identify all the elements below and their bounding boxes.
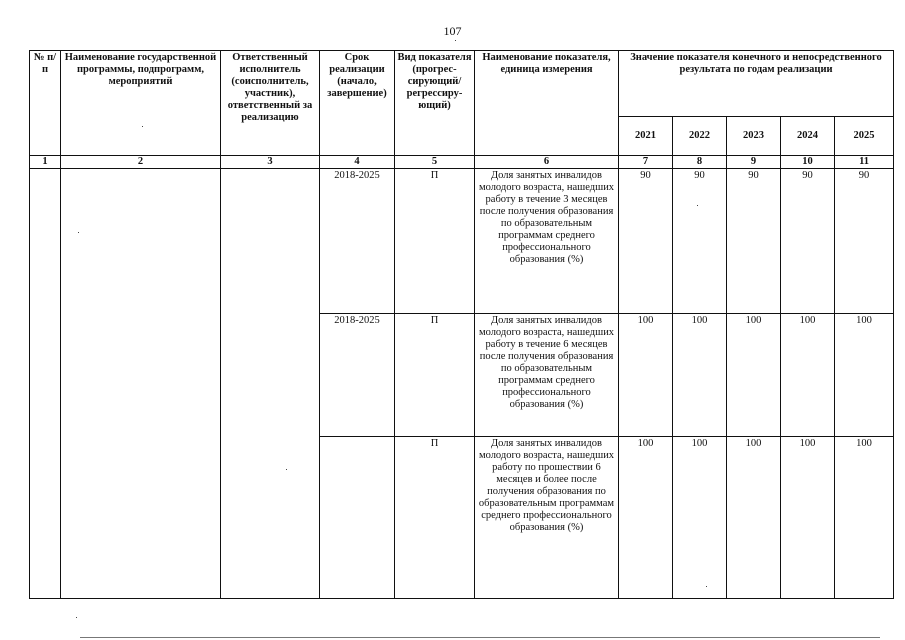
scan-speck: [76, 617, 77, 618]
scan-speck: [142, 126, 143, 127]
header-values-group: Значение показателя конечного и непосредственного результата по годам реализации: [619, 51, 894, 117]
responsible-cell: [221, 169, 320, 599]
value-cell: 100: [835, 314, 894, 437]
header-year: 2025: [835, 117, 894, 156]
header-indicator-type: Вид показателя (прогрес-сирующий/ регрессиру-ющий): [395, 51, 475, 156]
scan-speck: [706, 586, 707, 587]
header-num: № п/п: [30, 51, 61, 156]
indicator-name-cell: Доля занятых инвалидов молодого возраста, нашедших работу в течение 3 месяцев после получения образования по образовательным программам среднего профессионального образования (%): [475, 169, 619, 314]
value-cell: 90: [781, 169, 835, 314]
term-cell: [320, 437, 395, 599]
column-number: 9: [727, 156, 781, 169]
column-number: 11: [835, 156, 894, 169]
indicator-name-cell: Доля занятых инвалидов молодого возраста, нашедших работу по прошествии 6 месяцев и более после получения образования по образовательным программам среднего профессионального образования (%): [475, 437, 619, 599]
value-cell: 100: [619, 437, 673, 599]
value-cell: 100: [835, 437, 894, 599]
scan-speck: [697, 205, 698, 206]
term-cell: 2018-2025: [320, 169, 395, 314]
value-cell: 90: [835, 169, 894, 314]
header-responsible: Ответственный исполнитель (соисполнитель, участник), ответственный за реализацию: [221, 51, 320, 156]
header-program-name: Наименование государственной программы, подпрограмм, мероприятий: [61, 51, 221, 156]
value-cell: 90: [673, 169, 727, 314]
value-cell: 90: [727, 169, 781, 314]
scan-speck: [455, 40, 456, 41]
column-number-row: [30, 156, 894, 169]
column-number: 5: [395, 156, 475, 169]
column-number: 10: [781, 156, 835, 169]
value-cell: 100: [727, 314, 781, 437]
column-number: 6: [475, 156, 619, 169]
header-indicator-name: Наименование показателя, единица измерения: [475, 51, 619, 156]
header-term: Срок реализации (начало, завершение): [320, 51, 395, 156]
column-number: 8: [673, 156, 727, 169]
scan-edge-line: [80, 637, 880, 638]
header-year: 2023: [727, 117, 781, 156]
page-number: 107: [443, 24, 462, 38]
value-cell: 90: [619, 169, 673, 314]
value-cell: 100: [727, 437, 781, 599]
indicator-name-cell: Доля занятых инвалидов молодого возраста, нашедших работу в течение 6 месяцев после получения образования по образовательным программам среднего профессионального образования (%): [475, 314, 619, 437]
column-number: 1: [30, 156, 61, 169]
value-cell: 100: [673, 314, 727, 437]
indicator-type-cell: П: [395, 437, 475, 599]
column-number: 2: [61, 156, 221, 169]
value-cell: 100: [781, 314, 835, 437]
num-cell: [30, 169, 61, 599]
scan-speck: [286, 469, 287, 470]
value-cell: 100: [781, 437, 835, 599]
table-row: [30, 169, 894, 314]
term-cell: 2018-2025: [320, 314, 395, 437]
indicator-type-cell: П: [395, 314, 475, 437]
column-number: 4: [320, 156, 395, 169]
value-cell: 100: [619, 314, 673, 437]
header-year: 2021: [619, 117, 673, 156]
column-number: 7: [619, 156, 673, 169]
scan-speck: [78, 232, 79, 233]
header-year: 2022: [673, 117, 727, 156]
program-name-cell: [61, 169, 221, 599]
value-cell: 100: [673, 437, 727, 599]
column-number: 3: [221, 156, 320, 169]
indicator-type-cell: П: [395, 169, 475, 314]
indicators-table: [29, 50, 894, 599]
header-year: 2024: [781, 117, 835, 156]
